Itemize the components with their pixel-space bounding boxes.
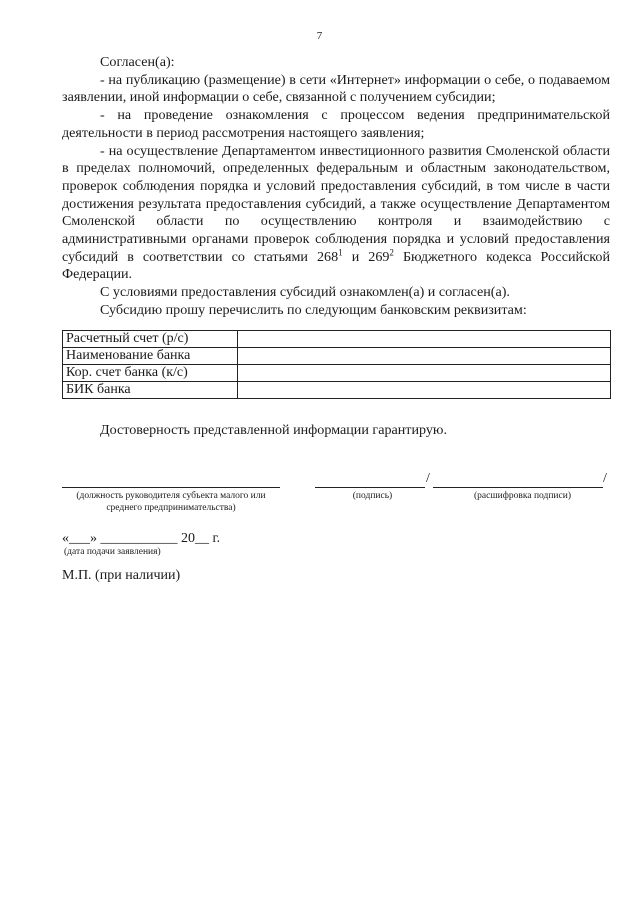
consent-heading: Согласен(а):	[100, 54, 175, 70]
conditions-statement: С условиями предоставления субсидий ознакомлен(а) и согласен(а).	[100, 284, 510, 301]
table-row	[63, 348, 611, 365]
consent-item-publication: - на публикацию (размещение) в сети «Интернет» информации о себе, о подаваемом заявлении, иной информации о себе, связанной с получением субсидии;	[62, 71, 610, 106]
consent-item-control-end: Бюджетного кодекса Российской Федерации.	[62, 248, 611, 283]
consent-item-control	[62, 143, 610, 285]
bank-details-table	[62, 330, 611, 399]
signature-separator: /	[426, 471, 430, 486]
transfer-request: Субсидию прошу перечислить по следующим банковским реквизитам:	[100, 301, 527, 318]
position-line[interactable]	[62, 487, 280, 488]
signature-caption: (подпись)	[352, 491, 393, 501]
signature-line[interactable]	[315, 487, 425, 488]
table-row	[63, 382, 611, 399]
bank-row-value[interactable]	[238, 365, 611, 382]
bank-row-label: Наименование банка	[63, 348, 238, 365]
article-superscript-1: 1	[338, 247, 343, 258]
bank-row-label: БИК банка	[63, 382, 238, 399]
bank-row-value[interactable]	[238, 382, 611, 399]
submission-date-field[interactable]: «___» ___________ 20__ г.	[62, 531, 221, 546]
consent-section	[62, 54, 610, 320]
guarantee-statement: Достоверность представленной информации гарантирую.	[100, 422, 447, 438]
bank-row-value[interactable]	[238, 331, 611, 348]
submission-date-caption: (дата подачи заявления)	[64, 547, 161, 557]
page-number: 7	[316, 30, 323, 42]
consent-item-inspection: - на проведение ознакомления с процессом ведения предпринимательской деятельности в период рассмотрения настоящего заявления;	[62, 107, 610, 141]
decoding-line[interactable]	[433, 487, 603, 488]
consent-item-control-and: и 269	[342, 248, 390, 265]
stamp-place: М.П. (при наличии)	[62, 568, 181, 583]
bank-row-value[interactable]	[238, 348, 611, 365]
table-row	[63, 331, 611, 348]
bank-row-label: Кор. счет банка (к/с)	[63, 365, 238, 382]
signature-end-slash: /	[603, 471, 607, 486]
decoding-caption: (расшифровка подписи)	[474, 491, 571, 501]
bank-row-label: Расчетный счет (р/с)	[63, 331, 238, 348]
consent-item-control-text: - на осуществление Департаментом инвестиционного развития Смоленской области в пределах полномочий, определенных федеральным и областным законодательством, проверок соблюдения порядка и условий предоставления субсидий, в том числе в части достижения результата предоставления субсидий, а также осуществление Департаментом Смоленской области по осуществлению контроля и взаимодействию с административными органами проверок соблюдения порядка и условий предоставления субсидий в соответствии со статьями 268	[62, 142, 610, 265]
table-row	[63, 365, 611, 382]
position-caption: (должность руководителя субъекта малого или среднего предпринимательства)	[76, 491, 266, 513]
article-superscript-2: 2	[389, 247, 394, 258]
